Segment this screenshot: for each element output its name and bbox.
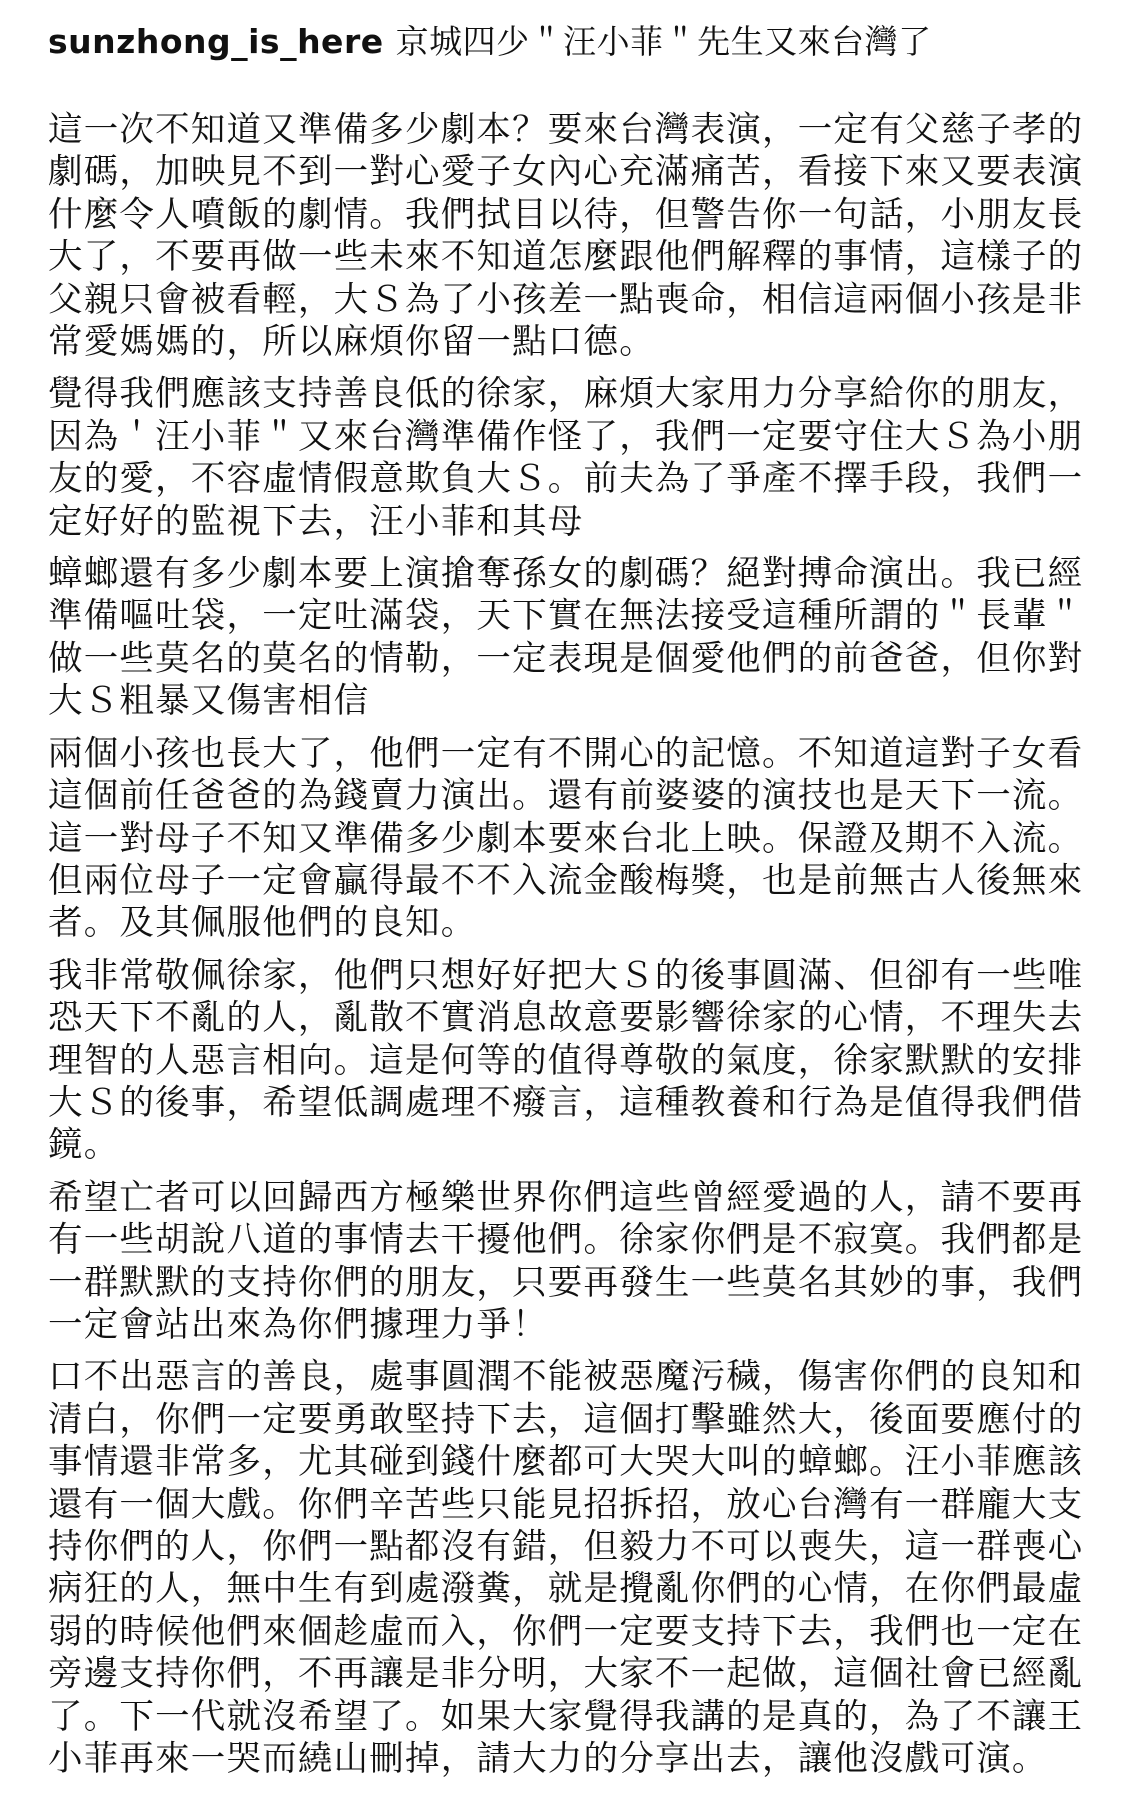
post-caption	[48, 20, 1088, 1780]
caption-paragraph: 蟑螂還有多少劇本要上演搶奪孫女的劇碼？絕對搏命演出。我已經準備嘔吐袋，一定吐滿袋，天下實在無法接受這種所謂的＂長輩＂做一些莫名的莫名的情勒，一定表現是個愛他們的前爸爸，但你對大Ｓ粗暴又傷害相信	[48, 554, 1084, 722]
post-header	[48, 20, 1088, 64]
caption-title: 京城四少＂汪小菲＂先生又來台灣了	[395, 22, 932, 61]
caption-paragraph: 口不出惡言的善良，處事圓潤不能被惡魔污穢，傷害你們的良知和清白，你們一定要勇敢堅持下去，這個打擊雖然大，後面要應付的事情還非常多，尤其碰到錢什麼都可大哭大叫的蟑螂。汪小菲應該還有一個大戲。你們辛苦些只能見招拆招，放心台灣有一群龐大支持你們的人，你們一點都沒有錯，但毅力不可以喪失，這一群喪心病狂的人，無中生有到處潑糞，就是攪亂你們的心情，在你們最虛弱的時候他們來個趁虛而入，你們一定要支持下去，我們也一定在旁邊支持你們，不再讓是非分明，大家不一起做，這個社會已經亂了。下一代就沒希望了。如果大家覺得我講的是真的，為了不讓王小菲再來一哭而繞山刪掉，請大力的分享出去，讓他沒戲可演。	[48, 1357, 1084, 1780]
caption-paragraph: 我非常敬佩徐家，他們只想好好把大Ｓ的後事圓滿、但卻有一些唯恐天下不亂的人，亂散不實消息故意要影響徐家的心情，不理失去理智的人惡言相向。這是何等的值得尊敬的氣度，徐家默默的安排大Ｓ的後事，希望低調處理不癈言，這種教養和行為是值得我們借鏡。	[48, 955, 1084, 1166]
caption-paragraph: 兩個小孩也長大了，他們一定有不開心的記憶。不知道這對子女看這個前任爸爸的為錢賣力演出。還有前婆婆的演技也是天下一流。這一對母子不知又準備多少劇本要來台北上映。保證及期不入流。但兩位母子一定會贏得最不不入流金酸梅獎，也是前無古人後無來者。及其佩服他們的良知。	[48, 733, 1084, 944]
caption-paragraph: 希望亡者可以回歸西方極樂世界你們這些曾經愛過的人，請不要再有一些胡說八道的事情去干擾他們。徐家你們是不寂寞。我們都是一群默默的支持你們的朋友，只要再發生一些莫名其妙的事，我們一定會站出來為你們據理力爭！	[48, 1177, 1084, 1345]
caption-paragraph: 覺得我們應該支持善良低的徐家，麻煩大家用力分享給你的朋友，因為＇汪小菲＂又來台灣準備作怪了，我們一定要守住大Ｓ為小朋友的愛，不容虛情假意欺負大Ｓ。前夫為了爭產不擇手段，我們一定好好的監視下去，汪小菲和其母	[48, 374, 1084, 542]
caption-paragraph: 這一次不知道又準備多少劇本？要來台灣表演，一定有父慈子孝的劇碼，加映見不到一對心愛子女內心充滿痛苦，看接下來又要表演什麼令人噴飯的劇情。我們拭目以待，但警告你一句話，小朋友長大了，不要再做一些未來不知道怎麼跟他們解釋的事情，這樣子的父親只會被看輕，大Ｓ為了小孩差一點喪命，相信這兩個小孩是非常愛媽媽的，所以麻煩你留一點口德。	[48, 110, 1084, 363]
caption-body	[48, 109, 1088, 1780]
username-link[interactable]: sunzhong_is_here	[48, 22, 384, 61]
